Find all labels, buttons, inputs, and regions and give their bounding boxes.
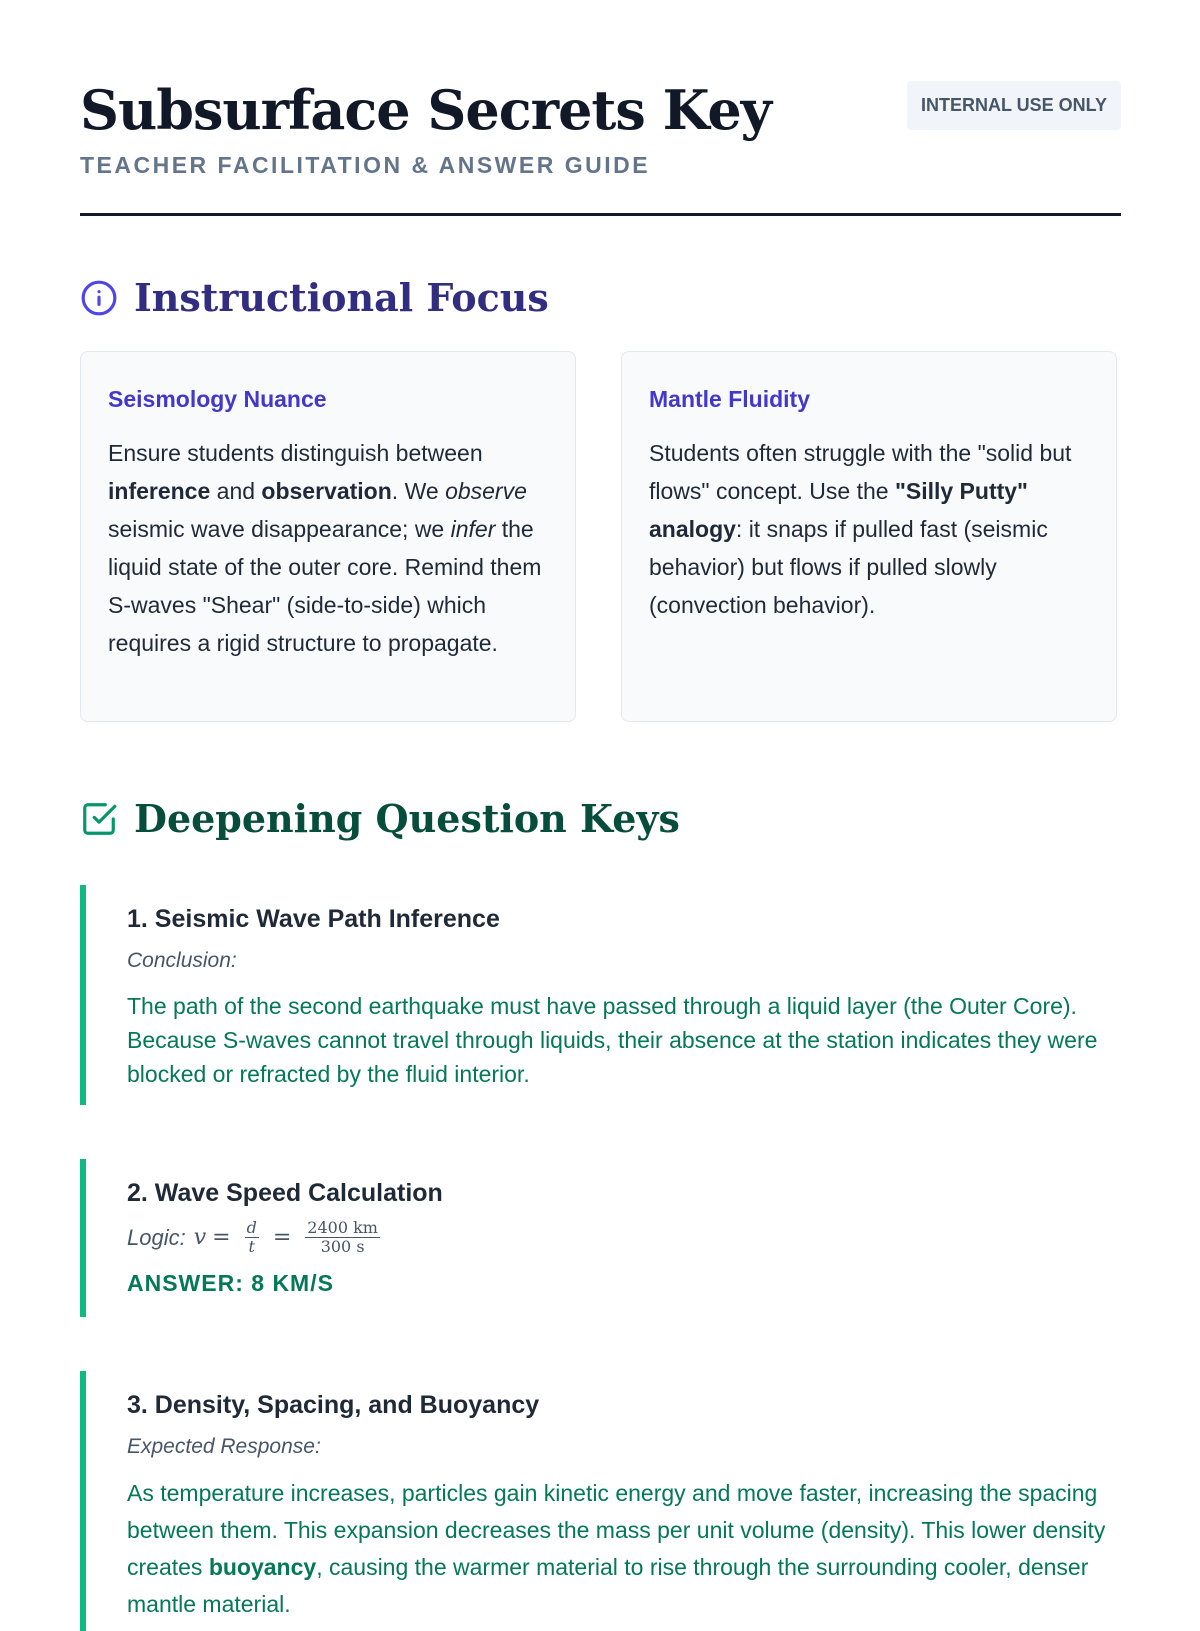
section-title: Deepening Question Keys (134, 796, 680, 841)
question-keys-heading (80, 796, 680, 842)
question-answer-text: As temperature increases, particles gain kinetic energy and move faster, increasing the spacing between them. This expansion decreases the mass per unit volume (density). This lower density creates buoyancy, causing the warmer material to rise through the surrounding cooler, denser mantle material. (127, 1480, 1106, 1617)
page-title: Subsurface Secrets Key (80, 78, 772, 142)
answer-value: ANSWER: 8 KM/S (127, 1270, 334, 1296)
info-circle-icon (80, 279, 118, 317)
question-title: 2. Wave Speed Calculation (127, 1179, 443, 1207)
question-label: Expected Response: (127, 1435, 321, 1458)
page-subtitle: TEACHER FACILITATION & ANSWER GUIDE (80, 152, 651, 178)
mantle-fluidity-card (621, 351, 1117, 722)
logic-formula (127, 1219, 1121, 1256)
question-key-3 (80, 1371, 1121, 1631)
question-label: Logic: (127, 1224, 186, 1250)
question-answer-text: The path of the second earthquake must have passed through a liquid layer (the Outer Core). Because S-waves cannot travel through liquids, their absence at the station indicates they were blocked or refracted by the fluid interior. (127, 993, 1098, 1087)
question-title: 3. Density, Spacing, and Buoyancy (127, 1391, 540, 1419)
formula-lhs: v (193, 1224, 207, 1250)
card-body: Students often struggle with the "solid but flows" concept. Use the "Silly Putty" analogy: it snaps if pulled fast (seismic behavior) but flows if pulled slowly (convection behavior). (649, 440, 1072, 618)
formula-fraction-values: $\frac{2400 km}{300 s}$ (307, 1218, 378, 1256)
check-square-icon (80, 800, 118, 838)
section-title: Instructional Focus (134, 275, 549, 320)
document-header (80, 78, 1121, 179)
card-title: Mantle Fluidity (649, 386, 810, 412)
header-divider (80, 213, 1121, 216)
speed-formula: v = $\frac{d}{t}$ = $\frac{2400 km}{300 s}$ (193, 1218, 378, 1256)
question-label: Conclusion: (127, 949, 237, 972)
card-title: Seismology Nuance (108, 386, 327, 412)
question-title: 1. Seismic Wave Path Inference (127, 905, 500, 933)
question-key-1 (80, 885, 1121, 1105)
seismology-nuance-card (80, 351, 576, 722)
formula-fraction-symbolic: $\frac{d}{t}$ (246, 1218, 257, 1256)
internal-use-badge: INTERNAL USE ONLY (907, 81, 1121, 130)
card-body: Ensure students distinguish between inference and observation. We observe seismic wave disappearance; we infer the liquid state of the outer core. Remind them S-waves "Shear" (side-to-side) which requires a rigid structure to propagate. (108, 440, 542, 656)
question-key-2 (80, 1159, 1121, 1317)
instructional-focus-heading (80, 275, 549, 321)
